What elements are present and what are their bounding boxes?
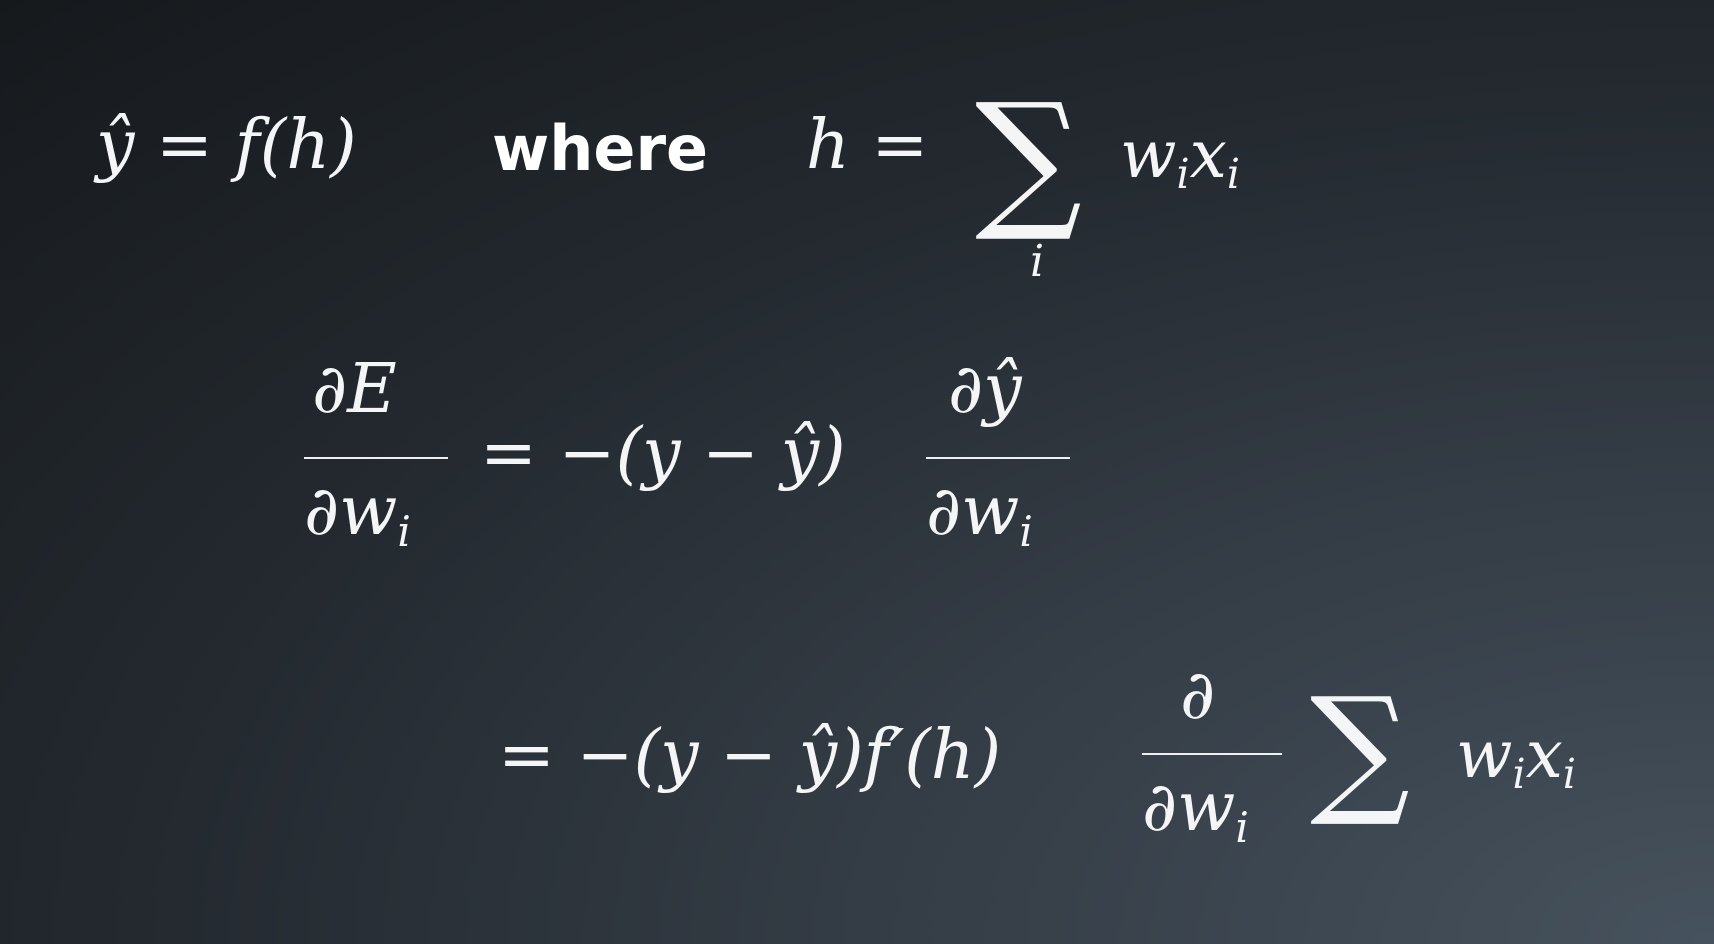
eq2-frac2-denominator [926,472,1033,556]
eq3-frac-denominator [1142,768,1249,852]
eq1-x: x [1189,116,1227,193]
eq3-w-sub: i [1512,750,1526,799]
eq3-term [1456,716,1576,799]
eq1-w: w [1120,116,1177,193]
eq1-x-sub: i [1226,150,1240,199]
eq2-frac1-bar [304,457,448,459]
eq3-frac-den-sub: i [1235,802,1249,852]
eq3-x: x [1525,716,1563,793]
eq3-frac-bar [1142,753,1282,755]
eq1-h-equals: h = [806,106,929,185]
eq1-where-word: where [492,112,709,185]
eq2-frac2-numerator: ∂ŷ [948,350,1022,429]
eq3-frac-numerator: ∂ [1180,656,1216,735]
eq2-frac2-den-sub: i [1019,506,1033,556]
eq1-sum-index: i [1030,236,1045,287]
eq2-frac2-den-d: ∂w [926,472,1020,551]
eq3-middle: = −(y − ŷ)f′(h) [498,716,1002,795]
eq1-sum-symbol: ∑ [975,72,1083,246]
eq2-frac2-bar [926,457,1070,459]
eq2-frac1-numerator: ∂E [312,350,397,429]
eq2-frac1-denominator [304,472,411,556]
eq3-sum-symbol: ∑ [1310,668,1410,831]
eq2-middle: = −(y − ŷ) [480,414,846,493]
eq1-lhs: ŷ = f(h) [96,106,357,185]
eq1-w-sub: i [1176,150,1190,199]
eq2-frac1-den-d: ∂w [304,472,398,551]
eq3-frac-den-d: ∂w [1142,768,1236,847]
eq1-term [1120,116,1240,199]
eq3-x-sub: i [1562,750,1576,799]
eq3-w: w [1456,716,1513,793]
eq2-frac1-den-sub: i [397,506,411,556]
